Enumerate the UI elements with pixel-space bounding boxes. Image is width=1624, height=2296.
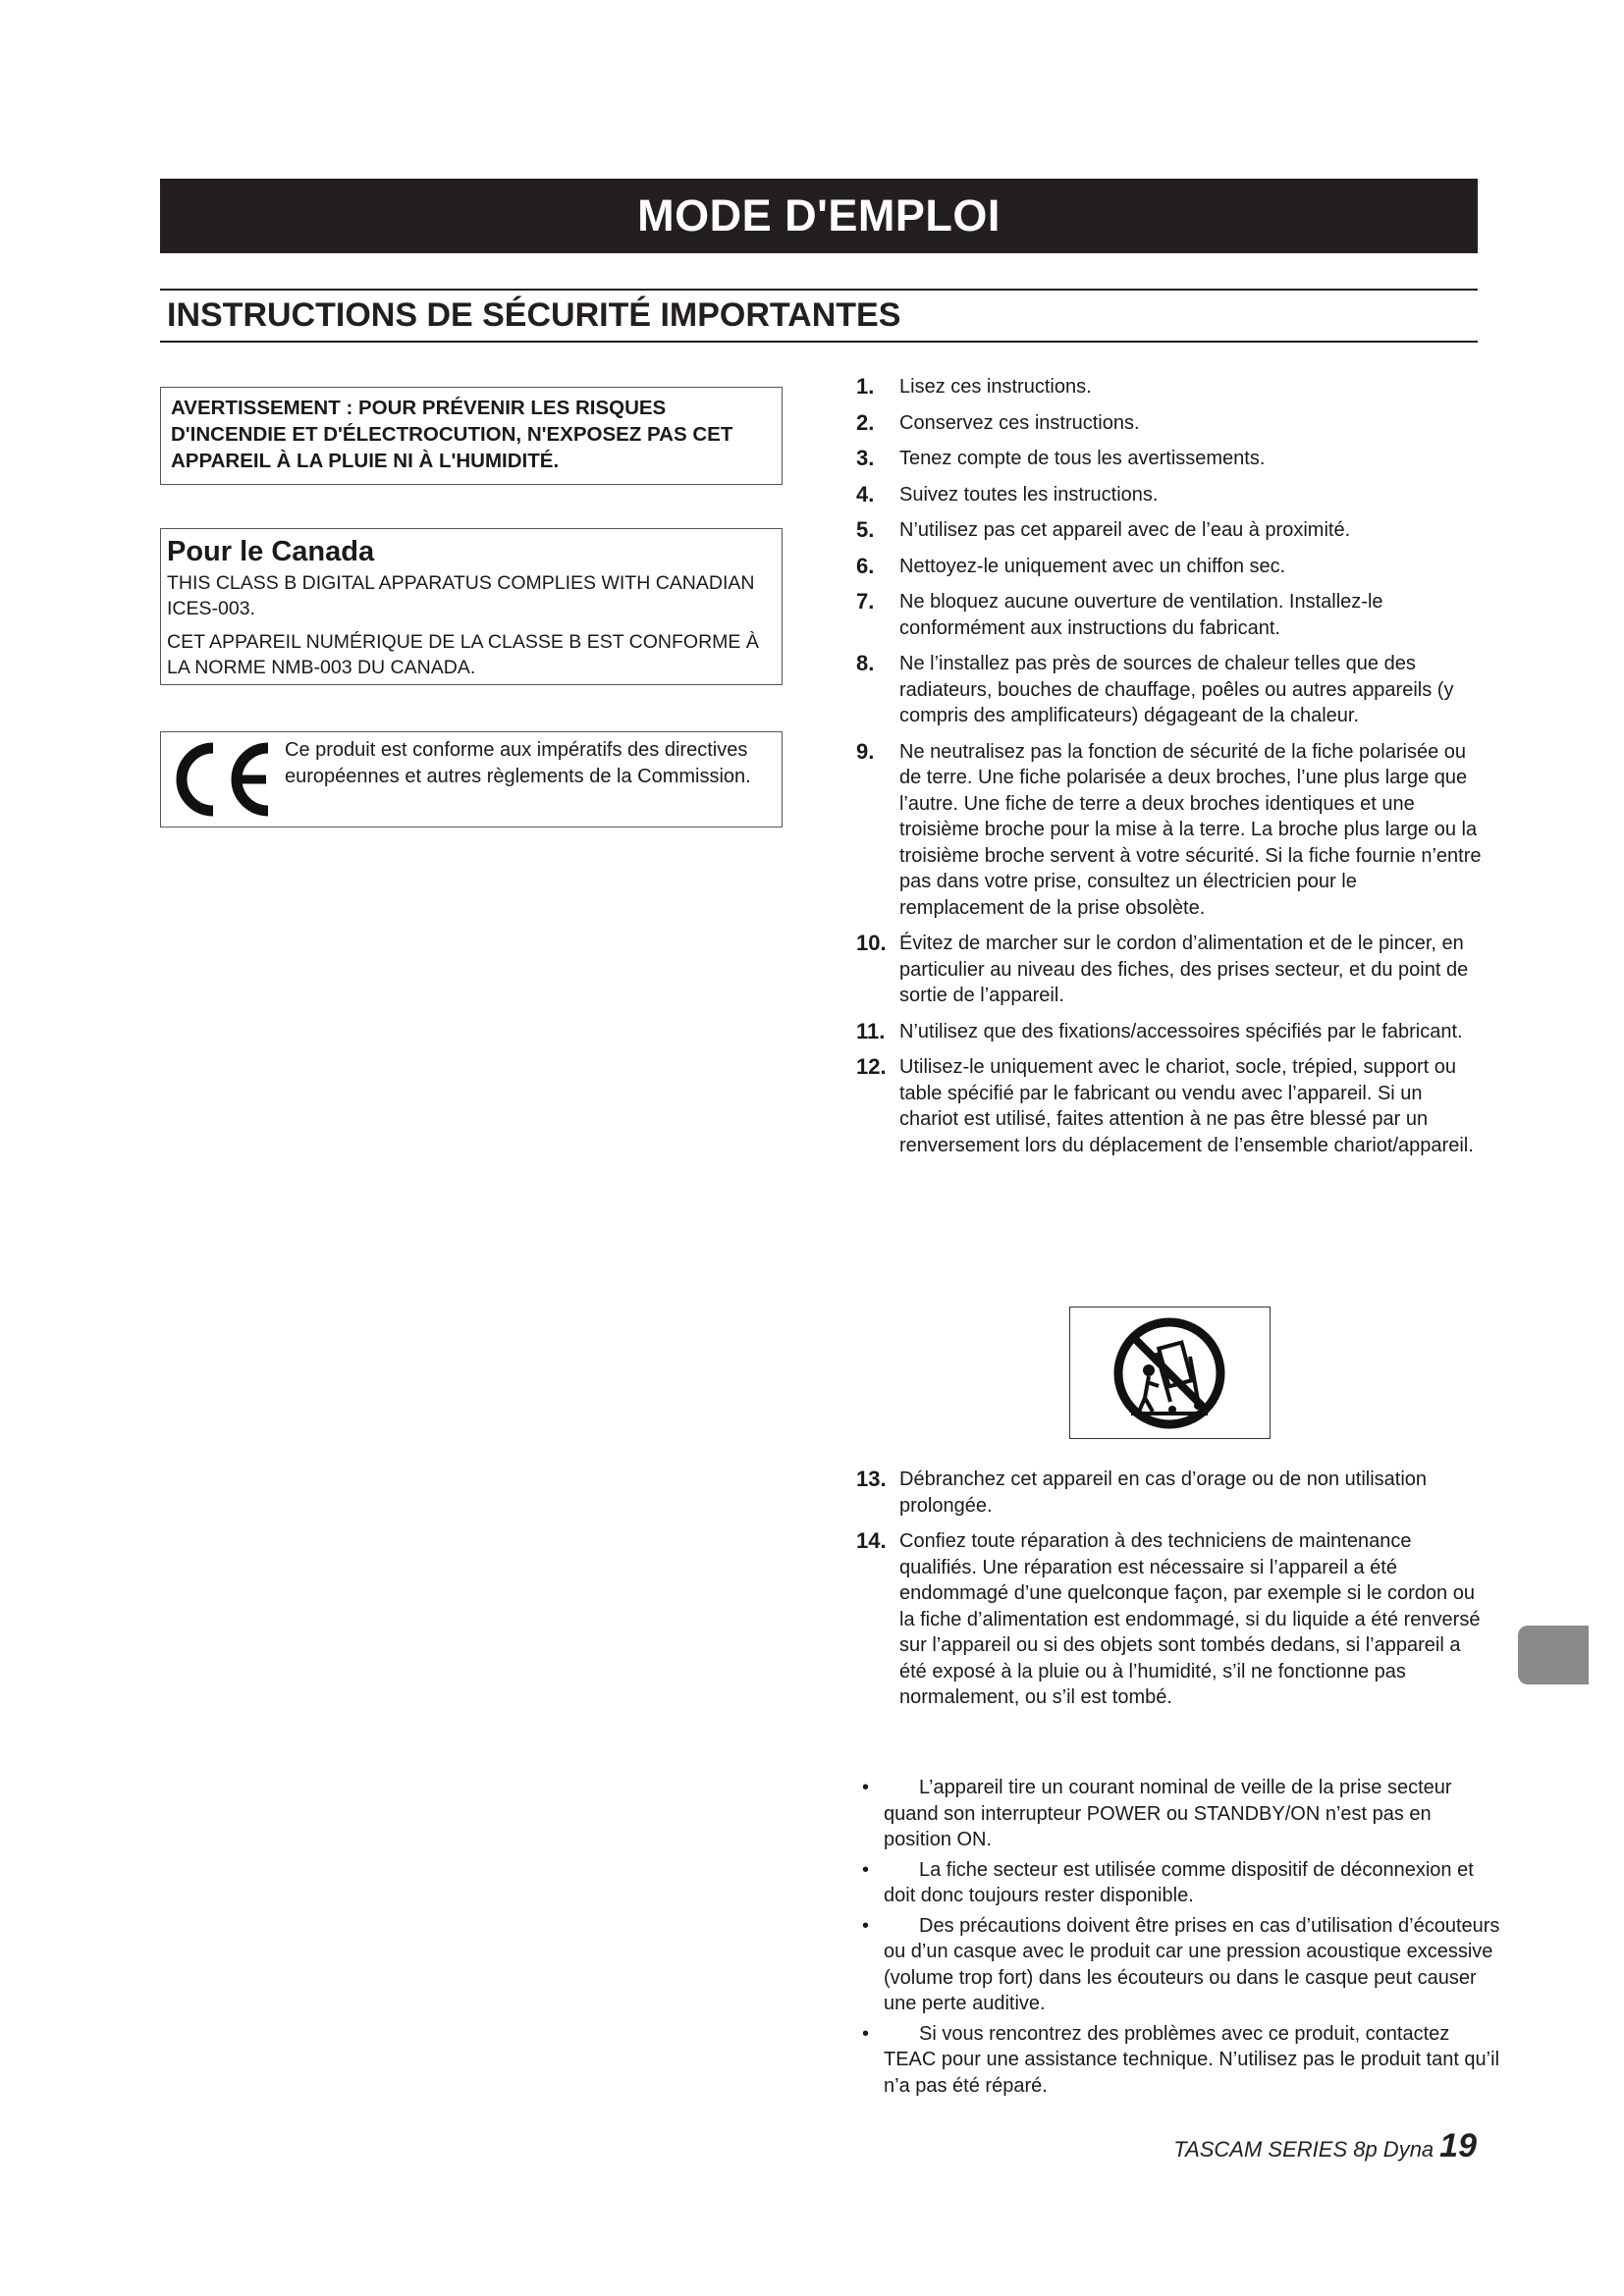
section-title: INSTRUCTIONS DE SÉCURITÉ IMPORTANTES (167, 296, 901, 334)
item-number: 14. (856, 1528, 887, 1553)
item-text: Nettoyez-le uniquement avec un chiffon sec. (899, 555, 1286, 577)
bullet-dot: • (862, 1914, 870, 1937)
ce-text: Ce produit est conforme aux impératifs des directives européennes et autres règlements de la Commission. (285, 739, 751, 787)
instruction-list-1-12 (856, 374, 1485, 1168)
item-number: 9. (856, 738, 875, 764)
item-text: Débranchez cet appareil en cas d’orage ou de non utilisation prolongée. (899, 1468, 1428, 1517)
list-item (856, 554, 1485, 580)
page-footer (1173, 2128, 1477, 2167)
product-name: TASCAM SERIES 8p Dyna (1173, 2137, 1435, 2162)
list-item (856, 651, 1485, 729)
bullet-list (862, 1775, 1500, 2103)
list-item (856, 1467, 1485, 1519)
warning-box (160, 387, 783, 485)
list-item (856, 589, 1485, 641)
list-item (856, 1019, 1485, 1045)
item-number: 4. (856, 481, 875, 507)
list-item (856, 517, 1485, 544)
bullet-dot: • (862, 1858, 870, 1881)
canada-title: Pour le Canada (167, 536, 375, 567)
bullet-item (862, 1857, 1500, 1909)
canada-french-text: CET APPAREIL NUMÉRIQUE DE LA CLASSE B EST CONFORME À LA NORME NMB-003 DU CANADA. (167, 631, 759, 678)
canada-box (160, 528, 783, 685)
item-number: 12. (856, 1054, 887, 1079)
bullet-text: Des précautions doivent être prises en cas d’utilisation d’écouteurs ou d’un casque avec le produit car une pression acoustique excessive (volume trop fort) dans les écouteurs ou dans le casque peut causer une perte auditive. (884, 1914, 1500, 2014)
item-text: N’utilisez pas cet appareil avec de l’eau à proximité. (899, 519, 1351, 541)
bullet-text: L’appareil tire un courant nominal de veille de la prise secteur quand son interrupteur POWER ou STANDBY/ON n’est pas en position ON. (884, 1777, 1452, 1850)
list-item (856, 1528, 1485, 1711)
item-text: N’utilisez que des fixations/accessoires spécifiés par le fabricant. (899, 1020, 1463, 1042)
item-text: Ne neutralisez pas la fonction de sécurité de la fiche polarisée ou de terre. Une fiche polarisée a deux broches, l’une plus large que l’autre. Une fiche de terre a deux broches identiques et une troisième broche pour la mise à la terre. La broche plus large ou la troisième broche servent à votre sécurité. Si la fiche fournie n’entre pas dans votre prise, consultez un électricien pour le remplacement de la prise obsolète. (899, 740, 1482, 919)
ce-mark-icon (166, 740, 274, 819)
bullet-text: La fiche secteur est utilisée comme dispositif de déconnexion et doit donc toujours rester disponible. (884, 1858, 1474, 1906)
bullet-item (862, 2021, 1500, 2100)
cart-warning-box (1069, 1307, 1271, 1439)
canada-english-text: THIS CLASS B DIGITAL APPARATUS COMPLIES WITH CANADIAN ICES-003. (167, 572, 755, 619)
item-text: Confiez toute réparation à des techniciens de maintenance qualifiés. Une réparation est nécessaire si l’appareil a été endommagé d’une quelconque façon, par exemple si le cordon ou la fiche d’alimentation est endommagé, si du liquide a été renversé sur l’appareil ou si des objets sont tombés dedans, si l’appareil a été exposé à la pluie ou à l’humidité, s’il ne fonctionne pas normalement, ou s’il est tombé. (899, 1530, 1481, 1708)
list-item (856, 374, 1485, 400)
item-number: 8. (856, 651, 875, 675)
bullet-dot: • (862, 1777, 870, 1798)
list-item (856, 482, 1485, 508)
warning-text: AVERTISSEMENT : POUR PRÉVENIR LES RISQUES D'INCENDIE ET D'ÉLECTROCUTION, N'EXPOSEZ PAS CET APPAREIL À LA PLUIE NI À L'HUMIDITÉ. (171, 397, 733, 472)
section-rule-bottom (160, 341, 1478, 343)
bullet-text: Si vous rencontrez des problèmes avec ce produit, contactez TEAC pour une assistance technique. N’utilisez pas le produit tant qu’il n’a pas été réparé. (884, 2022, 1500, 2097)
item-text: Ne bloquez aucune ouverture de ventilation. Installez-le conformément aux instructions du fabricant. (899, 591, 1383, 639)
cart-tip-over-warning-icon (1110, 1315, 1229, 1431)
bullet-item (862, 1913, 1500, 2017)
section-tab (1518, 1626, 1589, 1684)
item-number: 7. (856, 589, 875, 614)
instruction-list-13-14 (856, 1467, 1485, 1721)
list-item (856, 1054, 1485, 1158)
item-number: 13. (856, 1467, 887, 1491)
item-text: Tenez compte de tous les avertissements. (899, 448, 1266, 469)
item-text: Utilisez-le uniquement avec le chariot, socle, trépied, support ou table spécifié par le fabricant ou vendu avec l’appareil. Si un chariot est utilisé, faites attention à ne pas être blessé par un renversement lors du déplacement de l’ensemble chariot/appareil. (899, 1056, 1474, 1156)
item-number: 5. (856, 517, 875, 542)
bullet-dot: • (862, 2022, 870, 2045)
item-text: Ne l’installez pas près de sources de chaleur telles que des radiateurs, bouches de chauffage, poêles ou autres appareils (y compris des amplificateurs) dégageant de la chaleur. (899, 653, 1454, 726)
list-item (856, 410, 1485, 437)
item-number: 1. (856, 374, 875, 399)
item-text: Évitez de marcher sur le cordon d’alimentation et de le pincer, en particulier au niveau des fiches, des prises secteur, et du point de sortie de l’appareil. (899, 933, 1469, 1006)
item-number: 10. (856, 931, 887, 955)
item-number: 3. (856, 446, 875, 470)
item-number: 2. (856, 409, 875, 435)
list-item (856, 446, 1485, 472)
page-number: 19 (1439, 2127, 1477, 2164)
list-item (856, 931, 1485, 1009)
bullet-item (862, 1775, 1500, 1853)
ce-box (160, 731, 783, 828)
item-number: 6. (856, 553, 875, 578)
item-number: 11. (856, 1018, 886, 1043)
item-text: Lisez ces instructions. (899, 376, 1092, 398)
item-text: Suivez toutes les instructions. (899, 483, 1159, 506)
item-text: Conservez ces instructions. (899, 411, 1140, 434)
page-banner: MODE D'EMPLOI (160, 179, 1478, 253)
list-item (856, 739, 1485, 922)
